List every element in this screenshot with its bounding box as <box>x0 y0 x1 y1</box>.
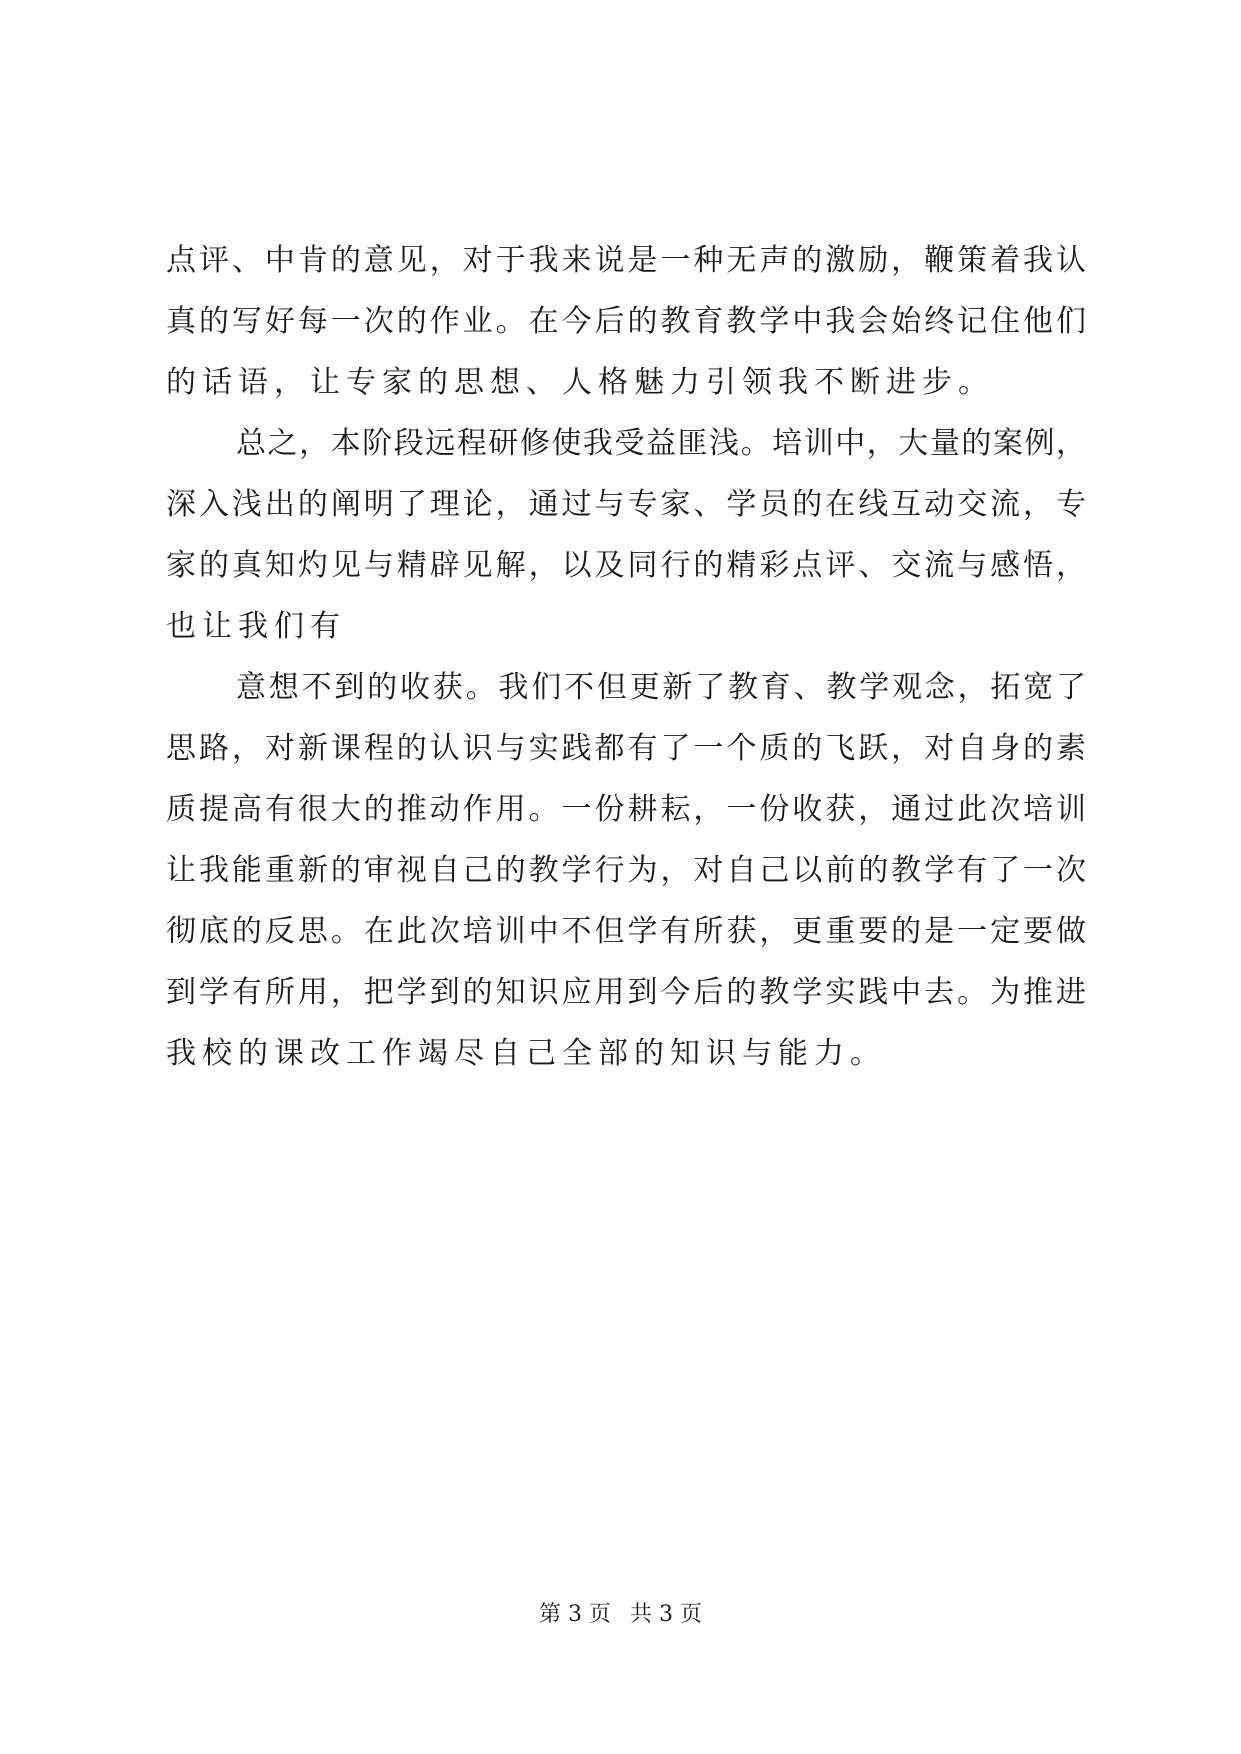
page-footer <box>0 1600 1241 1630</box>
text-line: 的话语，让专家的思想、人格魅力引领我不断进步。 <box>166 365 994 400</box>
text-line: 质提高有很大的推动作用。一份耕耘，一份收获，通过此次培训 <box>166 792 1086 827</box>
document-body <box>166 230 1086 1084</box>
page-number-total: 共 3 页 <box>630 1602 702 1627</box>
text-line: 也让我们有 <box>166 609 346 644</box>
text-line: 让我能重新的审视自己的教学行为，对自己以前的教学有了一次 <box>166 853 1086 888</box>
text-line: 点评、中肯的意见，对于我来说是一种无声的激励，鞭策着我认 <box>166 243 1086 278</box>
text-line: 我校的课改工作竭尽自己全部的知识与能力。 <box>166 1036 886 1071</box>
text-line: 深入浅出的阐明了理论，通过与专家、学员的在线互动交流，专 <box>166 487 1086 522</box>
text-line: 意想不到的收获。我们不但更新了教育、教学观念，拓宽了 <box>236 670 1086 705</box>
text-line: 家的真知灼见与精辟见解，以及同行的精彩点评、交流与感悟， <box>166 548 1086 583</box>
text-line: 彻底的反思。在此次培训中不但学有所获，更重要的是一定要做 <box>166 914 1086 949</box>
page-number-current: 第 3 页 <box>539 1602 611 1627</box>
text-line: 思路，对新课程的认识与实践都有了一个质的飞跃，对自身的素 <box>166 731 1086 766</box>
text-line: 真的写好每一次的作业。在今后的教育教学中我会始终记住他们 <box>166 304 1086 339</box>
text-line: 总之，本阶段远程研修使我受益匪浅。培训中，大量的案例， <box>236 426 1086 461</box>
text-line: 到学有所用，把学到的知识应用到今后的教学实践中去。为推进 <box>166 975 1086 1010</box>
